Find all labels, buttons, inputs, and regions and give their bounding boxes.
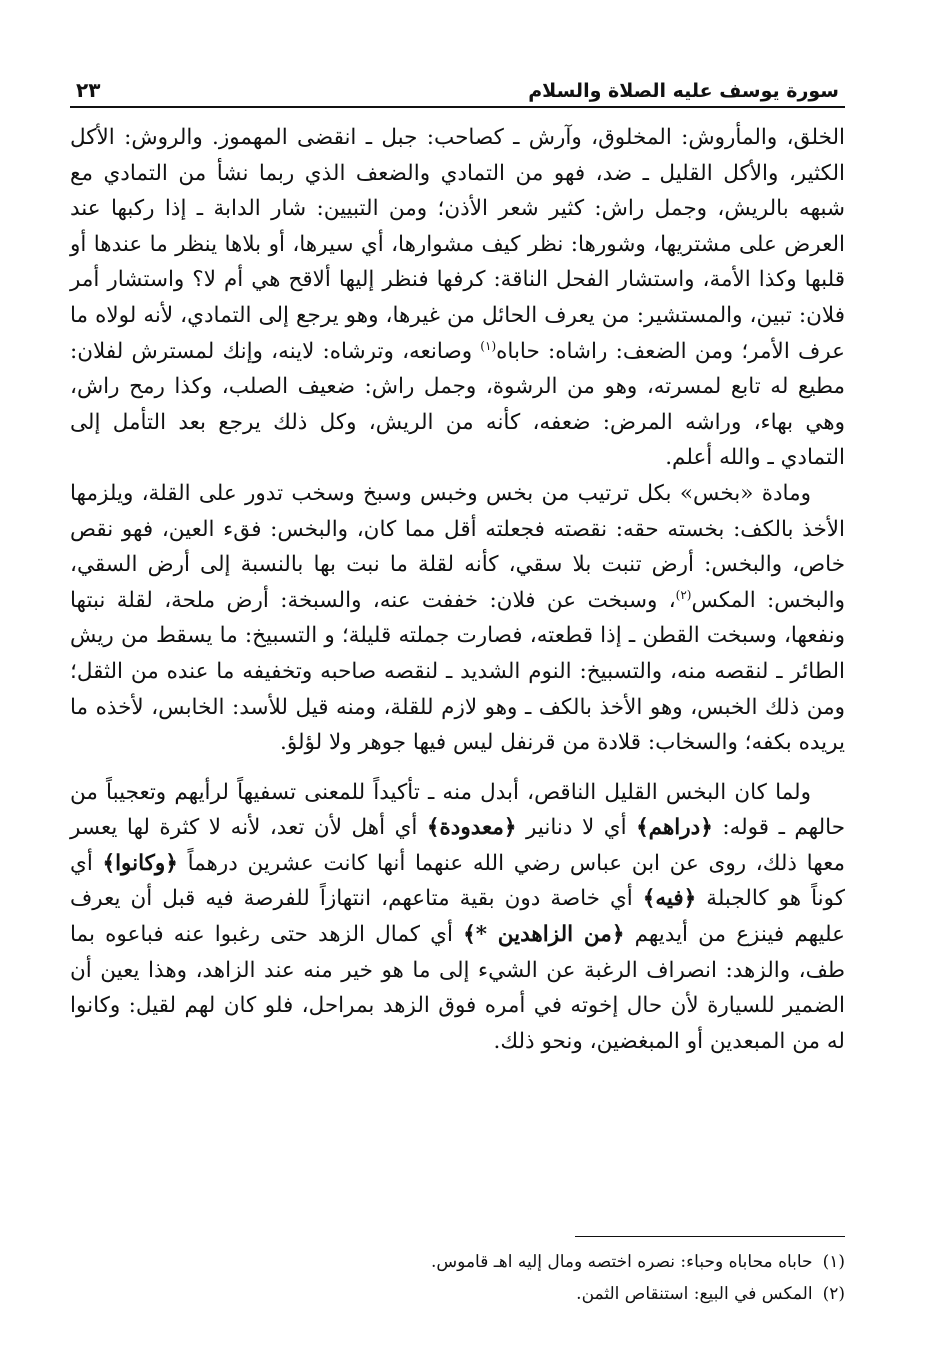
paragraph-3-text-e: أي خاصة دون بقية متاعهم، انتهازاً للفرصة فيه قبل أن يعرف عليهم فينزع من أيديهم	[70, 886, 845, 948]
paragraph-2	[70, 476, 845, 761]
paragraph-3	[70, 775, 845, 1060]
main-text	[70, 120, 845, 1059]
quran-word-madduda: ﴿معدودة﴾	[426, 815, 517, 841]
page-number: ٢٣	[76, 78, 101, 102]
quran-word-kanu: ﴿وكانوا﴾	[102, 850, 178, 876]
footnote-ref-2[interactable]: (٢)	[675, 587, 692, 602]
quran-word-fihi: ﴿فيه﴾	[642, 886, 697, 912]
header-title: سورة يوسف عليه الصلاة والسلام	[528, 80, 839, 102]
footnote-number: (٢)	[822, 1284, 845, 1304]
footnote-ref-1[interactable]: (١)	[480, 338, 497, 353]
paragraph-2-text: ومادة «بخس» بكل ترتيب من بخس وخبس وسبخ وسخب تدور على القلة، ويلزمها الأخذ بالكف: بخسته حقه: نقصته فجعلته أقل مما كان، والبخس: فقء العين، فهو نقص خاص، والبخس: أرض تنبت بلا سقي، كأنه لقلة ما نبت بها بالنسبة إلى أرض السقي، والبخس: المكس	[70, 480, 845, 613]
paragraph-3-text-d: أي كوناً هو كالجبلة	[70, 850, 845, 912]
paragraph-2-cont: ، وسبخت عن فلان: خففت عنه، والسبخة: أرض ملحة، لقلة نبتها ونفعها، وسبخت القطن ـ إذا قطعته، فصارت جملته قليلة؛ و التسبيخ: ما يسقط من ريش الطائر ـ لنقصه منه، والتسبيخ: النوم الشديد ـ لنقصه صاحبه وتخفيفه ما عنده من الثقل؛ ومن ذلك الخبس، وهو الأخذ بالكف ـ وهو لازم للقلة، ومنه قيل للأسد: الخابس، لأخذه ما يريده بكفه؛ والسخاب: قلادة من قرنفل ليس فيها جوهر ولا لؤلؤ.	[70, 587, 845, 756]
footnote-text: حاباه محاباه وحباء: نصره اختصه ومال إليه اهـ قاموس.	[431, 1252, 813, 1272]
footnote-divider	[575, 1236, 845, 1237]
paragraph-3-text-f: أي كمال الزهد حتى رغبوا عنه فباعوه بما طف، والزهد: انصراف الرغبة عن الشيء إلى ما هو خير منه عند الزاهد، وهذا يعين أن الضمير للسيارة لأن حال إخوته في أمره فوق الزهد بمراحل، فلو كان لهم لقيل: وكانوا له من المبعدين أو المبغضين، ونحو ذلك.	[70, 922, 845, 1054]
paragraph-3-text-c: أي أهل لأن تعد، لأنه لا كثرة لها يعسر معها ذلك، روى عن ابن عباس رضي الله عنهما أنها كانت عشرين درهماً	[70, 815, 845, 876]
paragraph-3-text-b: أي لا دنانير	[516, 815, 637, 841]
paragraph-1-text: الخلق، والمأروش: المخلوق، وآرش ـ كصاحب: جبل ـ انقضى المهموز. والروش: الأكل الكثير، والأكل القليل ـ ضد، فهو من التمادي والضعف الذي ربما نشأ من التمادي مع شبهه بالريش، وجمل راش: كثير شعر الأذن؛ ومن التبيين: شار الدابة ـ إذا ركبها عند العرض على مشتريها، وشورها: نظر كيف مشوارها، أي سيرها، أو بلاها ينظر ما عندها أو قلبها وكذا الأمة، واستشار الفحل الناقة: كرفها فنظر إليها ألاقح هي أم لا؟ واستشار أمر فلان: تبين، والمستشير: من يعرف الحائل من غيرها، وهو يرجع إلى التمادي، لأنه لولاه ما عرف الأمر؛ ومن الضعف: راشاه: حاباه	[70, 125, 845, 364]
quran-word-darahim: ﴿دراهم﴾	[636, 815, 713, 841]
quran-word-zahidin: ﴿من الزاهدين *﴾	[463, 922, 625, 948]
footnote-1	[70, 1246, 845, 1278]
paragraph-1-cont: وصانعه، وترشاه: لاينه، وإنك لمسترش لفلان: مطيع له تابع لمسرته، وهو من الرشوة، وجمل راش: ضعيف الصلب، وكذا رمح راش، وهي بهاء، وراشه المرض: ضعفه، كأنه من الريش، وكل ذلك يرجع بعد التأمل إلى التمادي ـ والله أعلم.	[70, 338, 845, 471]
footnote-number: (١)	[822, 1252, 845, 1272]
footnotes	[70, 1246, 845, 1310]
running-header	[70, 78, 845, 108]
paragraph-1	[70, 120, 845, 476]
footnote-2	[70, 1278, 845, 1310]
footnote-text: المكس في البيع: استنقاص الثمن.	[576, 1284, 813, 1304]
paragraph-3-text-a: ولما كان البخس القليل الناقص، أبدل منه ـ تأكيداً للمعنى تسفيهاً لرأيهم وتعجيباً من حالهم ـ قوله:	[70, 779, 845, 841]
